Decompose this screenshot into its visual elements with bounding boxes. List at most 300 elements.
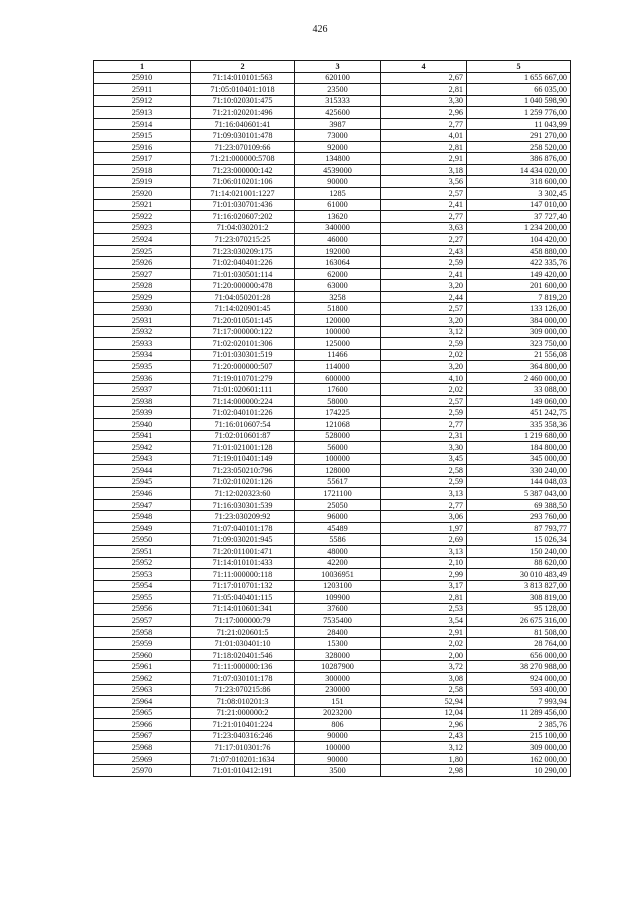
row-number-cell: 25968: [94, 742, 191, 754]
area-cell: 806: [295, 719, 381, 731]
value-cell: 28 764,00: [467, 638, 571, 650]
table-row: [94, 488, 571, 500]
value-cell: 386 876,00: [467, 153, 571, 165]
row-number-cell: 25966: [94, 719, 191, 731]
value-cell: 1 655 667,00: [467, 72, 571, 84]
value-cell: 2 385,76: [467, 719, 571, 731]
table-row: [94, 141, 571, 153]
area-cell: 300000: [295, 672, 381, 684]
table-row: [94, 661, 571, 673]
row-number-cell: 25928: [94, 280, 191, 292]
rate-cell: 3,63: [381, 222, 467, 234]
value-cell: 291 270,00: [467, 130, 571, 142]
rate-cell: 2,81: [381, 84, 467, 96]
value-cell: 458 880,00: [467, 245, 571, 257]
value-cell: 11 043,99: [467, 118, 571, 130]
area-cell: 620100: [295, 72, 381, 84]
value-cell: 201 600,00: [467, 280, 571, 292]
row-number-cell: 25962: [94, 672, 191, 684]
value-cell: 309 000,00: [467, 742, 571, 754]
area-cell: 37600: [295, 603, 381, 615]
area-cell: 73000: [295, 130, 381, 142]
rate-cell: 2,96: [381, 719, 467, 731]
value-cell: 69 388,50: [467, 499, 571, 511]
row-number-cell: 25945: [94, 476, 191, 488]
cadastral-value-table: [93, 60, 571, 777]
cadastral-number-cell: 71:07:040101:178: [191, 522, 295, 534]
rate-cell: 2,02: [381, 349, 467, 361]
value-cell: 26 675 316,00: [467, 615, 571, 627]
table-row: [94, 407, 571, 419]
table-row: [94, 130, 571, 142]
cadastral-number-cell: 71:09:030201:945: [191, 534, 295, 546]
table-row: [94, 476, 571, 488]
table-row: [94, 268, 571, 280]
row-number-cell: 25922: [94, 211, 191, 223]
table-row: [94, 465, 571, 477]
value-cell: 14 434 020,00: [467, 164, 571, 176]
table-row: [94, 696, 571, 708]
value-cell: 21 556,08: [467, 349, 571, 361]
area-cell: 600000: [295, 372, 381, 384]
rate-cell: 3,72: [381, 661, 467, 673]
value-cell: 66 035,00: [467, 84, 571, 96]
row-number-cell: 25946: [94, 488, 191, 500]
value-cell: 149 420,00: [467, 268, 571, 280]
cadastral-number-cell: 71:20:000000:507: [191, 361, 295, 373]
row-number-cell: 25959: [94, 638, 191, 650]
row-number-cell: 25939: [94, 407, 191, 419]
table-row: [94, 245, 571, 257]
row-number-cell: 25943: [94, 453, 191, 465]
table-row: [94, 107, 571, 119]
rate-cell: 3,56: [381, 176, 467, 188]
row-number-cell: 25956: [94, 603, 191, 615]
value-cell: 149 060,00: [467, 395, 571, 407]
area-cell: 109900: [295, 592, 381, 604]
area-cell: 174225: [295, 407, 381, 419]
table-row: [94, 395, 571, 407]
value-cell: 87 793,77: [467, 522, 571, 534]
value-cell: 309 000,00: [467, 326, 571, 338]
cadastral-number-cell: 71:20:011001:471: [191, 545, 295, 557]
row-number-cell: 25942: [94, 442, 191, 454]
value-cell: 2 460 000,00: [467, 372, 571, 384]
area-cell: 528000: [295, 430, 381, 442]
table-row: [94, 188, 571, 200]
cadastral-number-cell: 71:21:020201:496: [191, 107, 295, 119]
cadastral-number-cell: 71:05:040401:115: [191, 592, 295, 604]
area-cell: 17600: [295, 384, 381, 396]
cadastral-number-cell: 71:07:030101:178: [191, 672, 295, 684]
cadastral-number-cell: 71:04:030201:2: [191, 222, 295, 234]
area-cell: 90000: [295, 753, 381, 765]
area-cell: 58000: [295, 395, 381, 407]
area-cell: 1285: [295, 188, 381, 200]
cadastral-number-cell: 71:23:050210:796: [191, 465, 295, 477]
table-row: [94, 742, 571, 754]
cadastral-number-cell: 71:19:010401:149: [191, 453, 295, 465]
cadastral-number-cell: 71:18:020401:546: [191, 649, 295, 661]
row-number-cell: 25912: [94, 95, 191, 107]
table-row: [94, 626, 571, 638]
row-number-cell: 25967: [94, 730, 191, 742]
cadastral-number-cell: 71:11:000000:136: [191, 661, 295, 673]
table-row: [94, 95, 571, 107]
cadastral-number-cell: 71:23:030209:175: [191, 245, 295, 257]
table-row: [94, 338, 571, 350]
rate-cell: 4,01: [381, 130, 467, 142]
row-number-cell: 25938: [94, 395, 191, 407]
rate-cell: 3,08: [381, 672, 467, 684]
area-cell: 11466: [295, 349, 381, 361]
value-cell: 88 620,00: [467, 557, 571, 569]
table-row: [94, 569, 571, 581]
area-cell: 42200: [295, 557, 381, 569]
area-cell: 340000: [295, 222, 381, 234]
rate-cell: 2,77: [381, 118, 467, 130]
area-cell: 10036951: [295, 569, 381, 581]
rate-cell: 2,69: [381, 534, 467, 546]
value-cell: 38 270 988,00: [467, 661, 571, 673]
rate-cell: 2,77: [381, 499, 467, 511]
area-cell: 121068: [295, 418, 381, 430]
rate-cell: 2,43: [381, 245, 467, 257]
value-cell: 37 727,40: [467, 211, 571, 223]
table-row: [94, 257, 571, 269]
rate-cell: 3,20: [381, 315, 467, 327]
row-number-cell: 25944: [94, 465, 191, 477]
area-cell: 51800: [295, 303, 381, 315]
area-cell: 425600: [295, 107, 381, 119]
value-cell: 422 335,76: [467, 257, 571, 269]
page-number: 426: [312, 24, 328, 35]
row-number-cell: 25933: [94, 338, 191, 350]
row-number-cell: 25936: [94, 372, 191, 384]
value-cell: 1 219 680,00: [467, 430, 571, 442]
row-number-cell: 25929: [94, 291, 191, 303]
table-row: [94, 291, 571, 303]
area-cell: 100000: [295, 453, 381, 465]
value-cell: 133 126,00: [467, 303, 571, 315]
rate-cell: 2,02: [381, 638, 467, 650]
value-cell: 144 048,03: [467, 476, 571, 488]
cadastral-number-cell: 71:09:030101:478: [191, 130, 295, 142]
column-header-3: 3: [295, 61, 381, 73]
value-cell: 258 520,00: [467, 141, 571, 153]
row-number-cell: 25915: [94, 130, 191, 142]
area-cell: 10287900: [295, 661, 381, 673]
cadastral-number-cell: 71:01:020601:111: [191, 384, 295, 396]
cadastral-number-cell: 71:08:010201:3: [191, 696, 295, 708]
cadastral-number-cell: 71:14:000000:224: [191, 395, 295, 407]
rate-cell: 2,99: [381, 569, 467, 581]
value-cell: 15 026,34: [467, 534, 571, 546]
table-row: [94, 349, 571, 361]
cadastral-number-cell: 71:14:010101:563: [191, 72, 295, 84]
area-cell: 15300: [295, 638, 381, 650]
rate-cell: 3,54: [381, 615, 467, 627]
table-row: [94, 499, 571, 511]
cadastral-number-cell: 71:12:020323:60: [191, 488, 295, 500]
rate-cell: 2,41: [381, 199, 467, 211]
table-row: [94, 442, 571, 454]
value-cell: 335 358,36: [467, 418, 571, 430]
row-number-cell: 25951: [94, 545, 191, 557]
table-row: [94, 176, 571, 188]
cadastral-number-cell: 71:19:010701:279: [191, 372, 295, 384]
area-cell: 230000: [295, 684, 381, 696]
cadastral-number-cell: 71:01:030701:436: [191, 199, 295, 211]
table-row: [94, 430, 571, 442]
row-number-cell: 25925: [94, 245, 191, 257]
cadastral-number-cell: 71:16:010607:54: [191, 418, 295, 430]
cadastral-number-cell: 71:17:010701:132: [191, 580, 295, 592]
area-cell: 62000: [295, 268, 381, 280]
value-cell: 215 100,00: [467, 730, 571, 742]
table-row: [94, 684, 571, 696]
area-cell: 3987: [295, 118, 381, 130]
table-row: [94, 557, 571, 569]
value-cell: 451 242,75: [467, 407, 571, 419]
row-number-cell: 25937: [94, 384, 191, 396]
cadastral-number-cell: 71:02:010601:87: [191, 430, 295, 442]
row-number-cell: 25919: [94, 176, 191, 188]
table-row: [94, 211, 571, 223]
cadastral-number-cell: 71:11:000000:118: [191, 569, 295, 581]
value-cell: 5 387 043,00: [467, 488, 571, 500]
rate-cell: 2,77: [381, 211, 467, 223]
column-header-4: 4: [381, 61, 467, 73]
cadastral-number-cell: 71:20:010501:145: [191, 315, 295, 327]
table-body: [94, 72, 571, 776]
row-number-cell: 25953: [94, 569, 191, 581]
table-row: [94, 534, 571, 546]
table-row: [94, 118, 571, 130]
cadastral-number-cell: 71:17:010301:76: [191, 742, 295, 754]
rate-cell: 2,43: [381, 730, 467, 742]
cadastral-number-cell: 71:17:000000:79: [191, 615, 295, 627]
cadastral-number-cell: 71:23:070215:86: [191, 684, 295, 696]
value-cell: 81 508,00: [467, 626, 571, 638]
table-row: [94, 361, 571, 373]
row-number-cell: 25965: [94, 707, 191, 719]
cadastral-number-cell: 71:23:000000:142: [191, 164, 295, 176]
value-cell: 364 800,00: [467, 361, 571, 373]
value-cell: 7 993,94: [467, 696, 571, 708]
table-row: [94, 580, 571, 592]
area-cell: 5586: [295, 534, 381, 546]
table-row: [94, 372, 571, 384]
row-number-cell: 25927: [94, 268, 191, 280]
area-cell: 1721100: [295, 488, 381, 500]
value-cell: 384 000,00: [467, 315, 571, 327]
cadastral-number-cell: 71:01:030501:114: [191, 268, 295, 280]
table-row: [94, 384, 571, 396]
rate-cell: 3,18: [381, 164, 467, 176]
row-number-cell: 25969: [94, 753, 191, 765]
area-cell: 3500: [295, 765, 381, 777]
value-cell: 593 400,00: [467, 684, 571, 696]
rate-cell: 3,12: [381, 326, 467, 338]
value-cell: 150 240,00: [467, 545, 571, 557]
cadastral-number-cell: 71:14:010601:341: [191, 603, 295, 615]
row-number-cell: 25935: [94, 361, 191, 373]
table-row: [94, 72, 571, 84]
cadastral-number-cell: 71:23:030209:92: [191, 511, 295, 523]
cadastral-number-cell: 71:23:070215:25: [191, 234, 295, 246]
value-cell: 147 010,00: [467, 199, 571, 211]
rate-cell: 2,31: [381, 430, 467, 442]
rate-cell: 3,17: [381, 580, 467, 592]
value-cell: 3 813 827,00: [467, 580, 571, 592]
table-row: [94, 522, 571, 534]
row-number-cell: 25911: [94, 84, 191, 96]
table-row: [94, 303, 571, 315]
value-cell: 104 420,00: [467, 234, 571, 246]
rate-cell: 2,41: [381, 268, 467, 280]
value-cell: 7 819,20: [467, 291, 571, 303]
rate-cell: 52,94: [381, 696, 467, 708]
value-cell: 162 000,00: [467, 753, 571, 765]
cadastral-number-cell: 71:01:021001:128: [191, 442, 295, 454]
area-cell: 4539000: [295, 164, 381, 176]
value-cell: 330 240,00: [467, 465, 571, 477]
area-cell: 328000: [295, 649, 381, 661]
rate-cell: 2,00: [381, 649, 467, 661]
cadastral-number-cell: 71:01:010412:191: [191, 765, 295, 777]
cadastral-number-cell: 71:16:040601:41: [191, 118, 295, 130]
rate-cell: 2,59: [381, 407, 467, 419]
rate-cell: 2,57: [381, 303, 467, 315]
table-row: [94, 153, 571, 165]
column-header-1: 1: [94, 61, 191, 73]
area-cell: 90000: [295, 730, 381, 742]
area-cell: 45489: [295, 522, 381, 534]
row-number-cell: 25970: [94, 765, 191, 777]
area-cell: 315333: [295, 95, 381, 107]
area-cell: 163064: [295, 257, 381, 269]
area-cell: 151: [295, 696, 381, 708]
table-row: [94, 615, 571, 627]
rate-cell: 2,81: [381, 592, 467, 604]
area-cell: 90000: [295, 176, 381, 188]
area-cell: 192000: [295, 245, 381, 257]
rate-cell: 2,53: [381, 603, 467, 615]
rate-cell: 2,67: [381, 72, 467, 84]
area-cell: 120000: [295, 315, 381, 327]
table-row: [94, 315, 571, 327]
column-header-5: 5: [467, 61, 571, 73]
rate-cell: 3,20: [381, 280, 467, 292]
row-number-cell: 25941: [94, 430, 191, 442]
cadastral-number-cell: 71:16:030301:539: [191, 499, 295, 511]
rate-cell: 2,91: [381, 626, 467, 638]
value-cell: 10 290,00: [467, 765, 571, 777]
row-number-cell: 25949: [94, 522, 191, 534]
value-cell: 1 234 200,00: [467, 222, 571, 234]
row-number-cell: 25954: [94, 580, 191, 592]
row-number-cell: 25963: [94, 684, 191, 696]
table-row: [94, 719, 571, 731]
rate-cell: 2,10: [381, 557, 467, 569]
table-row: [94, 545, 571, 557]
rate-cell: 3,30: [381, 442, 467, 454]
table-row: [94, 765, 571, 777]
rate-cell: 2,02: [381, 384, 467, 396]
rate-cell: 3,20: [381, 361, 467, 373]
value-cell: 293 760,00: [467, 511, 571, 523]
area-cell: 134800: [295, 153, 381, 165]
rate-cell: 3,13: [381, 545, 467, 557]
row-number-cell: 25916: [94, 141, 191, 153]
cadastral-number-cell: 71:14:010101:433: [191, 557, 295, 569]
rate-cell: 2,57: [381, 188, 467, 200]
rate-cell: 1,80: [381, 753, 467, 765]
rate-cell: 2,59: [381, 476, 467, 488]
row-number-cell: 25958: [94, 626, 191, 638]
rate-cell: 2,58: [381, 684, 467, 696]
cadastral-number-cell: 71:02:040401:226: [191, 257, 295, 269]
value-cell: 1 259 776,00: [467, 107, 571, 119]
row-number-cell: 25952: [94, 557, 191, 569]
area-cell: 25050: [295, 499, 381, 511]
cadastral-number-cell: 71:07:010201:1634: [191, 753, 295, 765]
table-row: [94, 280, 571, 292]
rate-cell: 3,45: [381, 453, 467, 465]
value-cell: 323 750,00: [467, 338, 571, 350]
area-cell: 28400: [295, 626, 381, 638]
area-cell: 3258: [295, 291, 381, 303]
area-cell: 55617: [295, 476, 381, 488]
value-cell: 33 088,00: [467, 384, 571, 396]
rate-cell: 2,59: [381, 257, 467, 269]
cadastral-number-cell: 71:01:030301:519: [191, 349, 295, 361]
value-cell: 95 128,00: [467, 603, 571, 615]
table-row: [94, 326, 571, 338]
row-number-cell: 25932: [94, 326, 191, 338]
area-cell: 23500: [295, 84, 381, 96]
rate-cell: 2,96: [381, 107, 467, 119]
area-cell: 56000: [295, 442, 381, 454]
rate-cell: 2,57: [381, 395, 467, 407]
cadastral-number-cell: 71:04:050201:28: [191, 291, 295, 303]
value-cell: 30 010 483,49: [467, 569, 571, 581]
row-number-cell: 25913: [94, 107, 191, 119]
area-cell: 7535400: [295, 615, 381, 627]
cadastral-number-cell: 71:21:000000:5708: [191, 153, 295, 165]
row-number-cell: 25930: [94, 303, 191, 315]
row-number-cell: 25926: [94, 257, 191, 269]
row-number-cell: 25960: [94, 649, 191, 661]
area-cell: 92000: [295, 141, 381, 153]
area-cell: 63000: [295, 280, 381, 292]
value-cell: 308 819,00: [467, 592, 571, 604]
row-number-cell: 25918: [94, 164, 191, 176]
cadastral-number-cell: 71:21:000000:2: [191, 707, 295, 719]
rate-cell: 2,59: [381, 338, 467, 350]
row-number-cell: 25955: [94, 592, 191, 604]
row-number-cell: 25934: [94, 349, 191, 361]
row-number-cell: 25931: [94, 315, 191, 327]
area-cell: 114000: [295, 361, 381, 373]
area-cell: 100000: [295, 742, 381, 754]
row-number-cell: 25917: [94, 153, 191, 165]
rate-cell: 2,27: [381, 234, 467, 246]
value-cell: 345 000,00: [467, 453, 571, 465]
cadastral-number-cell: 71:14:021001:1227: [191, 188, 295, 200]
table-row: [94, 453, 571, 465]
